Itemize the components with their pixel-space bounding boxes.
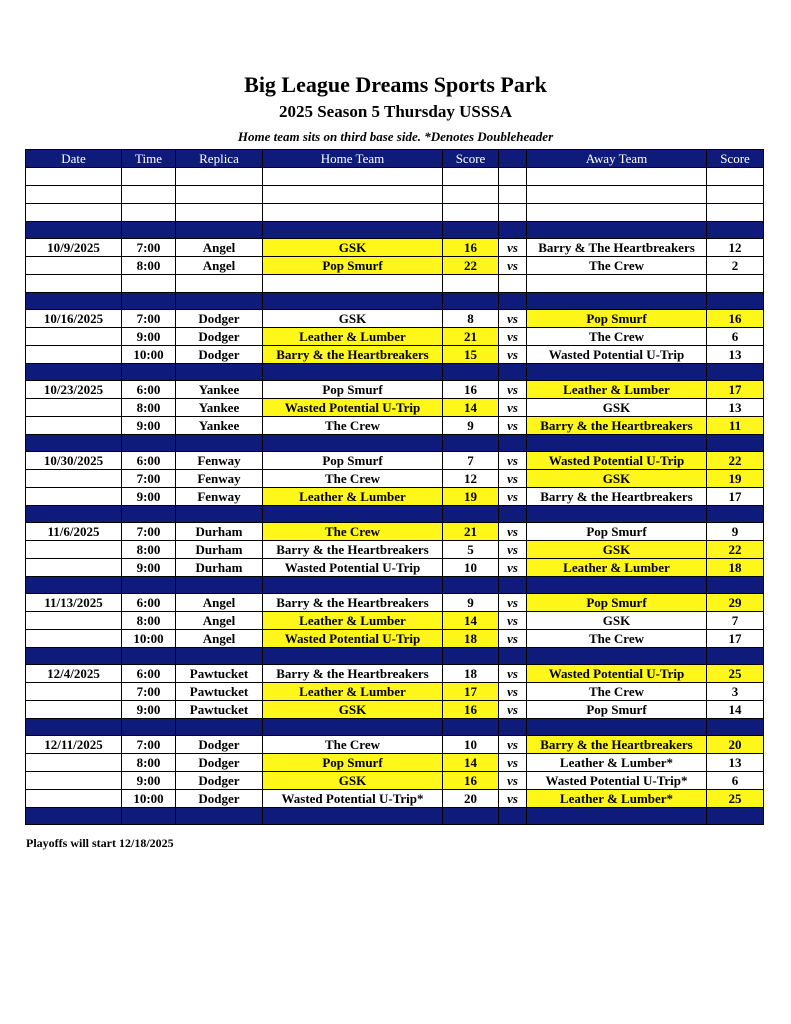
home-score: 21 <box>443 328 499 346</box>
vs-label: vs <box>499 772 527 790</box>
home-score: 8 <box>443 310 499 328</box>
home-team: Pop Smurf <box>263 381 443 399</box>
away-score: 13 <box>707 399 764 417</box>
away-team: The Crew <box>527 257 707 275</box>
col-replica: Replica <box>176 150 263 168</box>
game-time: 8:00 <box>122 399 176 417</box>
game-field: Yankee <box>176 417 263 435</box>
home-score: 16 <box>443 381 499 399</box>
game-date <box>26 754 122 772</box>
away-team: Barry & the Heartbreakers <box>527 736 707 754</box>
home-score: 12 <box>443 470 499 488</box>
game-time: 10:00 <box>122 346 176 364</box>
game-time: 9:00 <box>122 328 176 346</box>
game-date <box>26 346 122 364</box>
game-row <box>26 790 764 808</box>
away-team: Wasted Potential U-Trip <box>527 665 707 683</box>
away-score: 17 <box>707 381 764 399</box>
away-team: Pop Smurf <box>527 523 707 541</box>
home-team: Leather & Lumber <box>263 612 443 630</box>
week-separator <box>26 719 764 736</box>
header-row <box>26 150 764 168</box>
game-date <box>26 328 122 346</box>
game-time: 7:00 <box>122 523 176 541</box>
game-field: Pawtucket <box>176 701 263 719</box>
game-field: Dodger <box>176 736 263 754</box>
away-team: Wasted Potential U-Trip* <box>527 772 707 790</box>
home-team: The Crew <box>263 736 443 754</box>
vs-label: vs <box>499 683 527 701</box>
game-field: Angel <box>176 239 263 257</box>
schedule-note: Home team sits on third base side. *Denotes Doubleheader <box>237 129 554 144</box>
week-separator <box>26 435 764 452</box>
away-team: Barry & The Heartbreakers <box>527 239 707 257</box>
game-date <box>26 399 122 417</box>
week-separator <box>26 648 764 665</box>
home-score: 15 <box>443 346 499 364</box>
away-score: 25 <box>707 665 764 683</box>
game-date <box>26 470 122 488</box>
game-time: 7:00 <box>122 736 176 754</box>
away-score: 6 <box>707 772 764 790</box>
away-score: 7 <box>707 612 764 630</box>
game-row <box>26 310 764 328</box>
game-row <box>26 328 764 346</box>
game-time: 9:00 <box>122 417 176 435</box>
home-team: Leather & Lumber <box>263 683 443 701</box>
home-team: Leather & Lumber <box>263 328 443 346</box>
home-score: 10 <box>443 736 499 754</box>
game-row <box>26 736 764 754</box>
blank-row <box>26 204 764 222</box>
away-score: 25 <box>707 790 764 808</box>
game-time: 8:00 <box>122 257 176 275</box>
home-score: 22 <box>443 257 499 275</box>
game-time: 10:00 <box>122 790 176 808</box>
week-separator <box>26 293 764 310</box>
home-score: 10 <box>443 559 499 577</box>
game-row <box>26 399 764 417</box>
game-time: 7:00 <box>122 239 176 257</box>
game-row <box>26 523 764 541</box>
home-team: GSK <box>263 310 443 328</box>
game-row <box>26 612 764 630</box>
game-time: 7:00 <box>122 470 176 488</box>
home-team: Barry & the Heartbreakers <box>263 665 443 683</box>
game-date: 10/23/2025 <box>26 381 122 399</box>
home-team: GSK <box>263 239 443 257</box>
game-time: 8:00 <box>122 612 176 630</box>
col-vs <box>499 150 527 168</box>
game-field: Yankee <box>176 399 263 417</box>
home-team: The Crew <box>263 523 443 541</box>
game-row <box>26 417 764 435</box>
col-time: Time <box>122 150 176 168</box>
home-team: Wasted Potential U-Trip <box>263 630 443 648</box>
week-separator <box>26 506 764 523</box>
away-score: 9 <box>707 523 764 541</box>
vs-label: vs <box>499 399 527 417</box>
home-team: Pop Smurf <box>263 754 443 772</box>
vs-label: vs <box>499 559 527 577</box>
game-row <box>26 239 764 257</box>
game-row <box>26 470 764 488</box>
game-date <box>26 612 122 630</box>
game-date: 10/9/2025 <box>26 239 122 257</box>
vs-label: vs <box>499 257 527 275</box>
week-separator <box>26 364 764 381</box>
game-date: 10/16/2025 <box>26 310 122 328</box>
home-score: 14 <box>443 612 499 630</box>
home-score: 14 <box>443 754 499 772</box>
game-time: 6:00 <box>122 594 176 612</box>
game-date <box>26 488 122 506</box>
vs-label: vs <box>499 417 527 435</box>
away-team: Leather & Lumber* <box>527 754 707 772</box>
home-score: 18 <box>443 630 499 648</box>
game-date: 12/4/2025 <box>26 665 122 683</box>
away-score: 13 <box>707 754 764 772</box>
vs-label: vs <box>499 488 527 506</box>
game-date <box>26 559 122 577</box>
game-row <box>26 488 764 506</box>
vs-label: vs <box>499 665 527 683</box>
game-time: 6:00 <box>122 452 176 470</box>
home-team: Leather & Lumber <box>263 488 443 506</box>
game-time: 9:00 <box>122 772 176 790</box>
col-home-score: Score <box>443 150 499 168</box>
season-subtitle: 2025 Season 5 Thursday USSSA <box>278 102 513 121</box>
home-score: 5 <box>443 541 499 559</box>
game-field: Pawtucket <box>176 683 263 701</box>
home-team: The Crew <box>263 417 443 435</box>
game-date: 11/6/2025 <box>26 523 122 541</box>
home-score: 7 <box>443 452 499 470</box>
vs-label: vs <box>499 790 527 808</box>
home-score: 16 <box>443 239 499 257</box>
game-time: 9:00 <box>122 701 176 719</box>
game-row <box>26 772 764 790</box>
game-time: 10:00 <box>122 630 176 648</box>
game-row <box>26 541 764 559</box>
away-team: Wasted Potential U-Trip <box>527 452 707 470</box>
game-row <box>26 257 764 275</box>
game-field: Fenway <box>176 488 263 506</box>
blank-row <box>26 275 764 293</box>
game-row <box>26 665 764 683</box>
vs-label: vs <box>499 470 527 488</box>
home-team: Barry & the Heartbreakers <box>263 346 443 364</box>
vs-label: vs <box>499 328 527 346</box>
game-row <box>26 701 764 719</box>
game-time: 7:00 <box>122 310 176 328</box>
away-team: GSK <box>527 612 707 630</box>
home-score: 16 <box>443 772 499 790</box>
home-team: Barry & the Heartbreakers <box>263 594 443 612</box>
home-team: Barry & the Heartbreakers <box>263 541 443 559</box>
game-field: Durham <box>176 559 263 577</box>
vs-label: vs <box>499 452 527 470</box>
game-field: Dodger <box>176 346 263 364</box>
vs-label: vs <box>499 612 527 630</box>
game-time: 7:00 <box>122 683 176 701</box>
away-team: The Crew <box>527 683 707 701</box>
vs-label: vs <box>499 523 527 541</box>
home-team: Pop Smurf <box>263 257 443 275</box>
home-score: 16 <box>443 701 499 719</box>
away-team: GSK <box>527 470 707 488</box>
game-date <box>26 701 122 719</box>
home-team: Wasted Potential U-Trip* <box>263 790 443 808</box>
away-score: 11 <box>707 417 764 435</box>
game-field: Angel <box>176 594 263 612</box>
away-score: 6 <box>707 328 764 346</box>
col-away-score: Score <box>707 150 764 168</box>
game-time: 9:00 <box>122 559 176 577</box>
col-home-team: Home Team <box>263 150 443 168</box>
game-row <box>26 594 764 612</box>
away-score: 20 <box>707 736 764 754</box>
away-score: 16 <box>707 310 764 328</box>
game-date <box>26 683 122 701</box>
away-team: The Crew <box>527 630 707 648</box>
game-row <box>26 754 764 772</box>
away-team: Pop Smurf <box>527 310 707 328</box>
away-score: 18 <box>707 559 764 577</box>
game-row <box>26 559 764 577</box>
away-score: 12 <box>707 239 764 257</box>
game-row <box>26 683 764 701</box>
vs-label: vs <box>499 310 527 328</box>
home-team: Wasted Potential U-Trip <box>263 559 443 577</box>
away-team: GSK <box>527 541 707 559</box>
blank-row <box>26 168 764 186</box>
game-date <box>26 630 122 648</box>
game-field: Angel <box>176 257 263 275</box>
vs-label: vs <box>499 346 527 364</box>
home-score: 19 <box>443 488 499 506</box>
week-separator <box>26 577 764 594</box>
home-score: 9 <box>443 594 499 612</box>
week-separator <box>26 808 764 825</box>
game-date: 12/11/2025 <box>26 736 122 754</box>
vs-label: vs <box>499 594 527 612</box>
home-score: 14 <box>443 399 499 417</box>
col-date: Date <box>26 150 122 168</box>
away-team: Barry & the Heartbreakers <box>527 488 707 506</box>
game-date <box>26 541 122 559</box>
game-field: Fenway <box>176 452 263 470</box>
home-score: 21 <box>443 523 499 541</box>
away-team: Leather & Lumber <box>527 559 707 577</box>
away-team: GSK <box>527 399 707 417</box>
home-team: GSK <box>263 772 443 790</box>
blank-row <box>26 186 764 204</box>
game-row <box>26 346 764 364</box>
game-time: 8:00 <box>122 541 176 559</box>
game-time: 8:00 <box>122 754 176 772</box>
away-team: Barry & the Heartbreakers <box>527 417 707 435</box>
away-team: Pop Smurf <box>527 594 707 612</box>
vs-label: vs <box>499 239 527 257</box>
game-date <box>26 257 122 275</box>
away-score: 13 <box>707 346 764 364</box>
home-team: Wasted Potential U-Trip <box>263 399 443 417</box>
game-date <box>26 772 122 790</box>
game-field: Durham <box>176 541 263 559</box>
game-field: Pawtucket <box>176 665 263 683</box>
away-team: Pop Smurf <box>527 701 707 719</box>
away-score: 17 <box>707 488 764 506</box>
schedule-body <box>26 168 764 825</box>
away-score: 29 <box>707 594 764 612</box>
game-field: Durham <box>176 523 263 541</box>
game-field: Angel <box>176 630 263 648</box>
playoffs-note: Playoffs will start 12/18/2025 <box>26 836 174 850</box>
game-time: 9:00 <box>122 488 176 506</box>
home-score: 17 <box>443 683 499 701</box>
away-score: 22 <box>707 452 764 470</box>
away-score: 22 <box>707 541 764 559</box>
page-title: Big League Dreams Sports Park <box>244 72 547 97</box>
week-separator <box>26 222 764 239</box>
game-field: Dodger <box>176 772 263 790</box>
home-team: GSK <box>263 701 443 719</box>
game-row <box>26 381 764 399</box>
home-score: 9 <box>443 417 499 435</box>
game-time: 6:00 <box>122 665 176 683</box>
game-field: Yankee <box>176 381 263 399</box>
game-date: 10/30/2025 <box>26 452 122 470</box>
home-team: The Crew <box>263 470 443 488</box>
game-date <box>26 417 122 435</box>
game-field: Dodger <box>176 754 263 772</box>
vs-label: vs <box>499 754 527 772</box>
vs-label: vs <box>499 541 527 559</box>
vs-label: vs <box>499 736 527 754</box>
home-score: 20 <box>443 790 499 808</box>
game-row <box>26 452 764 470</box>
game-field: Dodger <box>176 790 263 808</box>
col-away-team: Away Team <box>527 150 707 168</box>
game-row <box>26 630 764 648</box>
game-field: Angel <box>176 612 263 630</box>
away-score: 19 <box>707 470 764 488</box>
away-team: Leather & Lumber* <box>527 790 707 808</box>
game-date: 11/13/2025 <box>26 594 122 612</box>
away-team: Wasted Potential U-Trip <box>527 346 707 364</box>
game-field: Dodger <box>176 328 263 346</box>
away-score: 2 <box>707 257 764 275</box>
home-team: Pop Smurf <box>263 452 443 470</box>
vs-label: vs <box>499 381 527 399</box>
game-field: Dodger <box>176 310 263 328</box>
home-score: 18 <box>443 665 499 683</box>
game-field: Fenway <box>176 470 263 488</box>
vs-label: vs <box>499 701 527 719</box>
away-team: Leather & Lumber <box>527 381 707 399</box>
away-score: 14 <box>707 701 764 719</box>
away-score: 3 <box>707 683 764 701</box>
game-time: 6:00 <box>122 381 176 399</box>
away-team: The Crew <box>527 328 707 346</box>
away-score: 17 <box>707 630 764 648</box>
vs-label: vs <box>499 630 527 648</box>
schedule-table <box>25 149 764 825</box>
game-date <box>26 790 122 808</box>
